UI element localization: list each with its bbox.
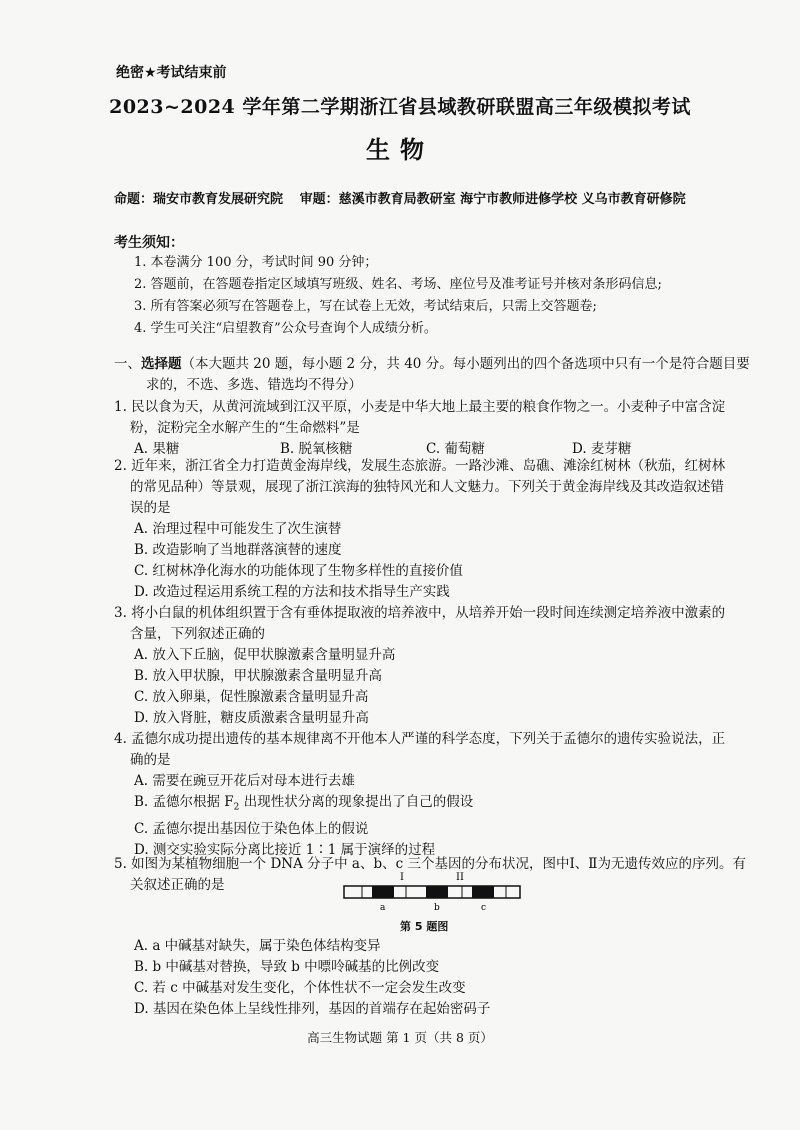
question-stem: 含量，下列叙述正确的 [130,626,265,642]
section-prefix: 一、 [114,356,141,372]
option-b: B. 改造影响了当地群落演替的速度 [134,542,342,558]
question-stem: 关叙述正确的是 [130,877,225,893]
option-d: D. 基因在染色体上呈线性排列，基因的首端存在起始密码子 [134,1001,491,1017]
question-1 [114,397,774,460]
question-3 [114,603,774,729]
question-5-options [114,936,774,1020]
notice-list [134,252,662,340]
option-b-subscript: 2 [233,802,240,813]
option-a: A. 需要在豌豆开花后对母本进行去雄 [134,773,355,789]
question-stem: 5. 如图为某植物细胞一个 DNA 分子中 a、b、c 三个基因的分布状况，图中Ⅰ、Ⅱ为无遗传效应的序列。有 [114,856,746,872]
option-b: B. b 中碱基对替换，导致 b 中嘌呤碱基的比例改变 [134,959,440,975]
option-d: D. 放入肾脏，糖皮质激素含量明显升高 [134,710,369,726]
label-a: a [380,903,386,913]
page-footer: 高三生物试题 第 1 页（共 8 页） [307,1030,493,1045]
option-c: C. 放入卵巢，促性腺激素含量明显升高 [134,689,369,705]
option-a: A. a 中碱基对缺失，属于染色体结构变异 [134,938,381,954]
option-a: A. 果糖 [134,441,180,457]
option-a: A. 放入下丘脑，促甲状腺激素含量明显升高 [134,647,396,663]
label-b: b [434,903,440,913]
label-c: c [481,903,487,913]
option-b: B. 放入甲状腺，甲状腺激素含量明显升高 [134,668,383,684]
question-stem: 确的是 [130,752,171,768]
author-value-1: 瑞安市教育发展研究院 [153,192,284,207]
option-b: B. 脱氧核糖 [280,441,353,457]
question-stem: 3. 将小白鼠的机体组织置于含有垂体提取液的培养液中，从培养开始一段时间连续测定培养液中激素的 [114,605,726,621]
author-value-2: 慈溪市教育局教研室 海宁市教师进修学校 义乌市教育研修院 [338,192,686,207]
question-stem: 的常见品种）等景观，展现了浙江滨海的独特风光和人文魅力。下列关于黄金海岸线及其改造叙述错 [130,479,724,495]
section-desc-1: （本大题共 20 题，每小题 2 分，共 40 分。每小题列出的四个备选项中只有一个是符合题目要 [181,356,750,372]
option-c: C. 孟德尔提出基因位于染色体上的假说 [134,820,369,837]
question-stem: 误的是 [130,500,171,516]
notice-item: 3. 所有答案必须写在答题卷上，写在试卷上无效，考试结束后，只需上交答题卷; [134,299,597,314]
label-II: II [456,872,464,883]
author-label-1: 命题： [114,192,154,207]
gene-c-block [472,886,494,898]
notice-item: 2. 答题前，在答题卷指定区域填写班级、姓名、考场、座位号及准考证号并核对条形码信息; [134,277,662,292]
option-a: A. 治理过程中可能发生了次生演替 [134,521,342,537]
question-stem: 1. 民以食为天，从黄河流域到江汉平原，小麦是中华大地上最主要的粮食作物之一。小麦种子中富含淀 [114,399,726,415]
option-c: C. 若 c 中碱基对发生变化，个体性状不一定会发生改变 [134,980,466,996]
confidential-label: 绝密★考试结束前 [116,65,227,81]
option-c: C. 葡萄糖 [426,441,485,457]
option-b-text: B. 孟德尔根据 F [134,794,234,810]
option-c: C. 红树林净化海水的功能体现了生物多样性的直接价值 [134,563,463,579]
notice-title: 考生须知： [114,235,184,251]
section-desc-2: 求的，不选、多选、错选均不得分） [146,377,362,393]
author-label-2: 审题： [299,192,339,207]
gene-a-block [372,886,394,898]
question-stem: 2. 近年来，浙江省全力打造黄金海岸线，发展生态旅游。一路沙滩、岛礁、滩涂红树林（秋茄，红树林 [114,458,726,474]
figure-caption: 第 5 题图 [400,920,449,933]
question-4 [114,729,774,861]
option-d: D. 改造过程运用系统工程的方法和技术指导生产实践 [134,584,450,600]
option-d: D. 麦芽糖 [572,441,632,457]
option-d: D. 测交实验实际分离比接近 1∶1 属于演绎的过程 [134,841,436,858]
question-stem: 4. 孟德尔成功提出遗传的基本规律离不开他本人严谨的科学态度，下列关于孟德尔的遗传实验说法，正 [114,731,726,747]
notice-item: 4. 学生可关注“启望教育”公众号查询个人成绩分析。 [134,321,437,336]
notice-item: 1. 本卷满分 100 分，考试时间 90 分钟； [134,255,378,270]
section-heading [114,354,769,396]
question-stem: 粉，淀粉完全水解产生的“生命燃料”是 [130,420,360,436]
question-2 [114,456,774,603]
gene-b-block [426,886,448,898]
subject-title: 生物 [366,136,434,164]
exam-title: 2023~2024 学年第二学期浙江省县域教研联盟高三年级模拟考试 [109,96,691,118]
option-b-rest: 出现性状分离的现象提出了自己的假设 [239,794,474,810]
label-I: I [400,872,404,883]
authors-line [114,188,686,207]
option-b [114,792,774,819]
section-name: 选择题 [141,356,182,372]
